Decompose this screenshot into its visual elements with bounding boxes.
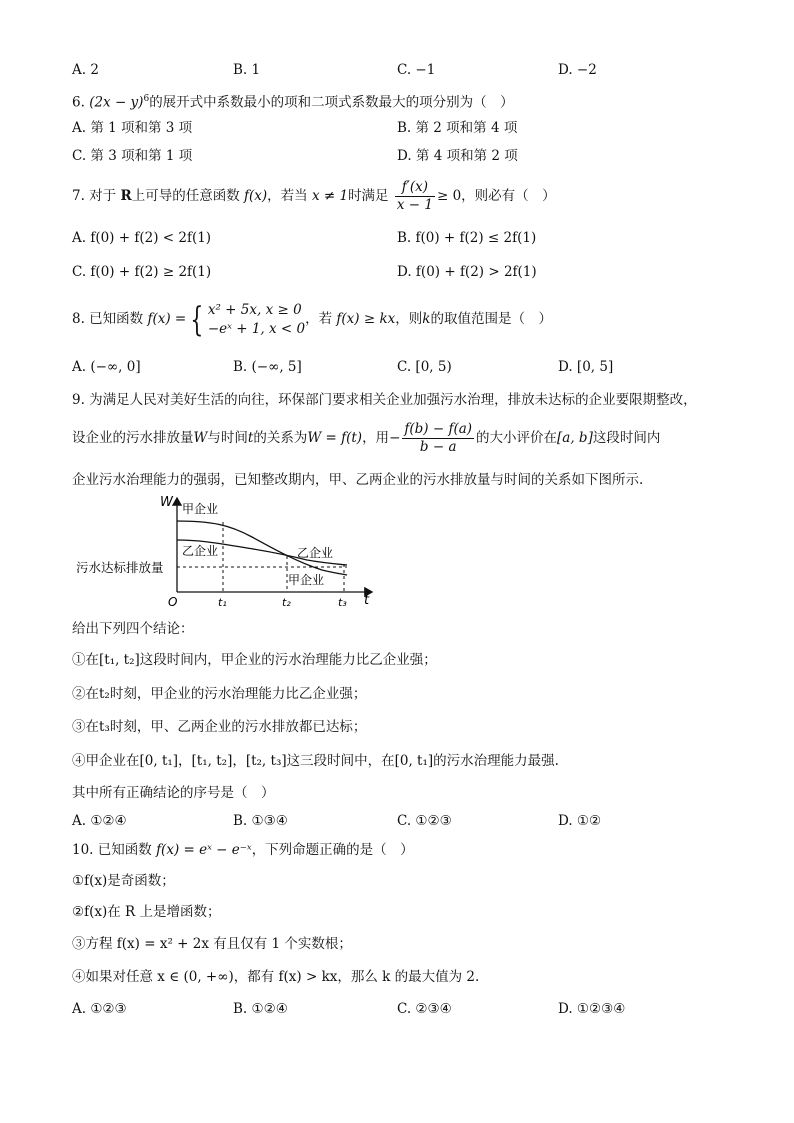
q9-option-c: C. ①②③ — [397, 813, 452, 829]
q8-case1: x² + 5x, x ≥ 0 — [207, 301, 302, 318]
q8-mid: ，若 — [305, 311, 333, 327]
q9-statement-3: ③在t₃时刻，甲、乙两企业的污水排放都已达标； — [72, 719, 367, 735]
q7-ge0: ≥ 0 — [436, 188, 462, 204]
q7-fx: f(x) — [244, 188, 268, 204]
q9-l2d: ，用 — [362, 430, 390, 446]
q7-frac-num: f′(x) — [395, 179, 435, 197]
q9-line3: 企业污水治理能力的强弱，已知整改期内，甲、乙两企业的污水排放量与时间的关系如下图所示. — [72, 472, 644, 488]
q7-option-d: D. f(0) + f(2) > 2f(1) — [397, 264, 537, 280]
graph-t-label: t — [364, 593, 370, 608]
q6-exponent: 6 — [143, 94, 150, 104]
q9-t: t — [247, 430, 254, 446]
q8-cases — [208, 301, 305, 339]
q10-option-d: D. ①②③④ — [558, 1001, 626, 1017]
q9-statement-1: ①在[t₁, t₂]这段时间内，甲企业的污水治理能力比乙企业强； — [72, 652, 437, 668]
q7-post: ，则必有（ ） — [461, 188, 556, 204]
q6-number: 6. — [72, 94, 85, 111]
q9-option-b: B. ①③④ — [233, 813, 288, 829]
q6-option-d: D. 第 4 项和第 2 项 — [397, 148, 518, 164]
q10-fx: f(x) = eˣ − e⁻ˣ — [156, 842, 252, 858]
q9-statement-2: ②在t₂时刻，甲企业的污水治理能力比乙企业强； — [72, 686, 367, 702]
q9-l2f: 这段时间内 — [592, 430, 661, 446]
q7-condition: x ≠ 1 — [311, 188, 349, 204]
q10-statement-1: ①f(x)是奇函数； — [72, 873, 175, 889]
q7-mid2: ，若当 — [267, 188, 308, 204]
q10-statement-2: ②f(x)在 R 上是增函数； — [72, 904, 221, 920]
q8-pre: 8. 已知函数 — [72, 311, 144, 327]
q10-option-c: C. ②③④ — [397, 1001, 452, 1017]
graph-standard-label: 污水达标排放量 — [76, 560, 164, 575]
graph-yi-left-label: 乙企业 — [182, 544, 219, 558]
q5-option-a: A. 2 — [72, 62, 99, 78]
graph-t3-label: t₃ — [338, 596, 347, 609]
q9-l2a: 设企业的污水排放量 — [72, 430, 194, 446]
q6-text: 的展开式中系数最小的项和二项式系数最大的项分别为（ ） — [149, 94, 514, 111]
graph-t1-label: t₁ — [218, 596, 227, 609]
q7-frac-den: x − 1 — [396, 197, 433, 213]
q7-stem — [72, 176, 556, 216]
q9-line1: 9. 为满足人民对美好生活的向往，环保部门要求相关企业加强污水治理，排放未达标的企业要限期整改， — [72, 392, 697, 408]
q9-frac-den: b − a — [419, 439, 457, 455]
graph-W-label: W — [160, 495, 173, 510]
q8-option-a: A. (−∞, 0] — [72, 359, 141, 375]
q10-statement-4: ④如果对任意 x ∈ (0, +∞)，都有 f(x) > kx，那么 k 的最大值为 2. — [72, 969, 480, 985]
q9-graph — [72, 492, 382, 612]
q10-stem — [72, 840, 414, 860]
q8-brace: { — [190, 299, 204, 340]
q9-intro: 给出下列四个结论： — [72, 621, 194, 637]
q5-option-d: D. −2 — [558, 62, 597, 78]
q7-real-set: R — [120, 188, 132, 204]
graph-jia-top-label: 甲企业 — [182, 502, 219, 516]
q10-post: ，下列命题正确的是（ ） — [251, 842, 414, 858]
q8-option-c: C. [0, 5) — [397, 359, 452, 375]
q9-option-d: D. ①② — [558, 813, 602, 829]
q9-l2e: 的大小评价在 — [476, 430, 558, 446]
q10-option-a: A. ①②③ — [72, 1001, 127, 1017]
q8-k: k — [422, 311, 431, 327]
q9-line2: 设企业的污水排放量W与时间t的关系为W = f(t)，用− $\frac{f(b) - f(a)}{b - a}$ 的大小评价在[a, b]这段时间内 — [72, 421, 661, 455]
q7-fraction — [395, 179, 435, 214]
q7-mid1: 上可导的任意函数 — [131, 188, 240, 204]
q7-mid3: 时满足 — [348, 188, 389, 204]
q9-W: W — [193, 430, 208, 446]
q9-fraction — [402, 421, 474, 456]
q8-option-d: D. [0, 5] — [558, 359, 614, 375]
q9-ask: 其中所有正确结论的序号是（ ） — [72, 785, 275, 801]
q10-statement-3: ③方程 f(x) = x² + 2x 有且仅有 1 个实数根； — [72, 936, 352, 952]
graph-origin-label: O — [168, 595, 178, 609]
q8-post: 的取值范围是（ ） — [430, 311, 552, 327]
q9-frac-num: f(b) − f(a) — [404, 421, 473, 437]
q7-option-c: C. f(0) + f(2) ≥ 2f(1) — [72, 264, 212, 280]
q10-option-b: B. ①②④ — [233, 1001, 288, 1017]
q8-fx: f(x) = — [147, 311, 187, 327]
graph-jia-bottom-label: 甲企业 — [288, 573, 325, 587]
q10-pre: 10. 已知函数 — [72, 842, 152, 858]
q5-option-b: B. 1 — [233, 62, 261, 78]
q6-expression: (2x − y) — [89, 94, 144, 111]
q9-l2c: 的关系为 — [253, 430, 308, 446]
q9-l2b: 与时间 — [207, 430, 248, 446]
graph-t2-label: t₂ — [282, 596, 291, 609]
q8-mid2: ，则 — [395, 311, 423, 327]
q9-interval: [a, b] — [557, 430, 593, 446]
graph-yi-right-label: 乙企业 — [297, 546, 334, 560]
q6-option-a: A. 第 1 项和第 3 项 — [72, 120, 193, 136]
q6-option-c: C. 第 3 项和第 1 项 — [72, 148, 193, 164]
q9-option-a: A. ①②④ — [72, 813, 127, 829]
q9-Wft: W = f(t) — [307, 430, 363, 446]
q7-option-b: B. f(0) + f(2) ≤ 2f(1) — [397, 230, 537, 246]
q8-option-b: B. (−∞, 5] — [233, 359, 302, 375]
q7-option-a: A. f(0) + f(2) < 2f(1) — [72, 230, 212, 246]
q8-case2: −eˣ + 1, x < 0 — [207, 320, 306, 337]
q6-stem — [72, 89, 514, 113]
q8-inequality: f(x) ≥ kx — [336, 311, 396, 327]
q9-statement-4: ④甲企业在[0, t₁]，[t₁, t₂]，[t₂, t₃]这三段时间中，在[0, t₁]的污水治理能力最强. — [72, 753, 559, 769]
q7-pre: 7. 对于 — [72, 188, 117, 204]
q5-option-c: C. −1 — [397, 62, 436, 78]
q8-stem — [72, 297, 552, 341]
q6-option-b: B. 第 2 项和第 4 项 — [397, 120, 518, 136]
